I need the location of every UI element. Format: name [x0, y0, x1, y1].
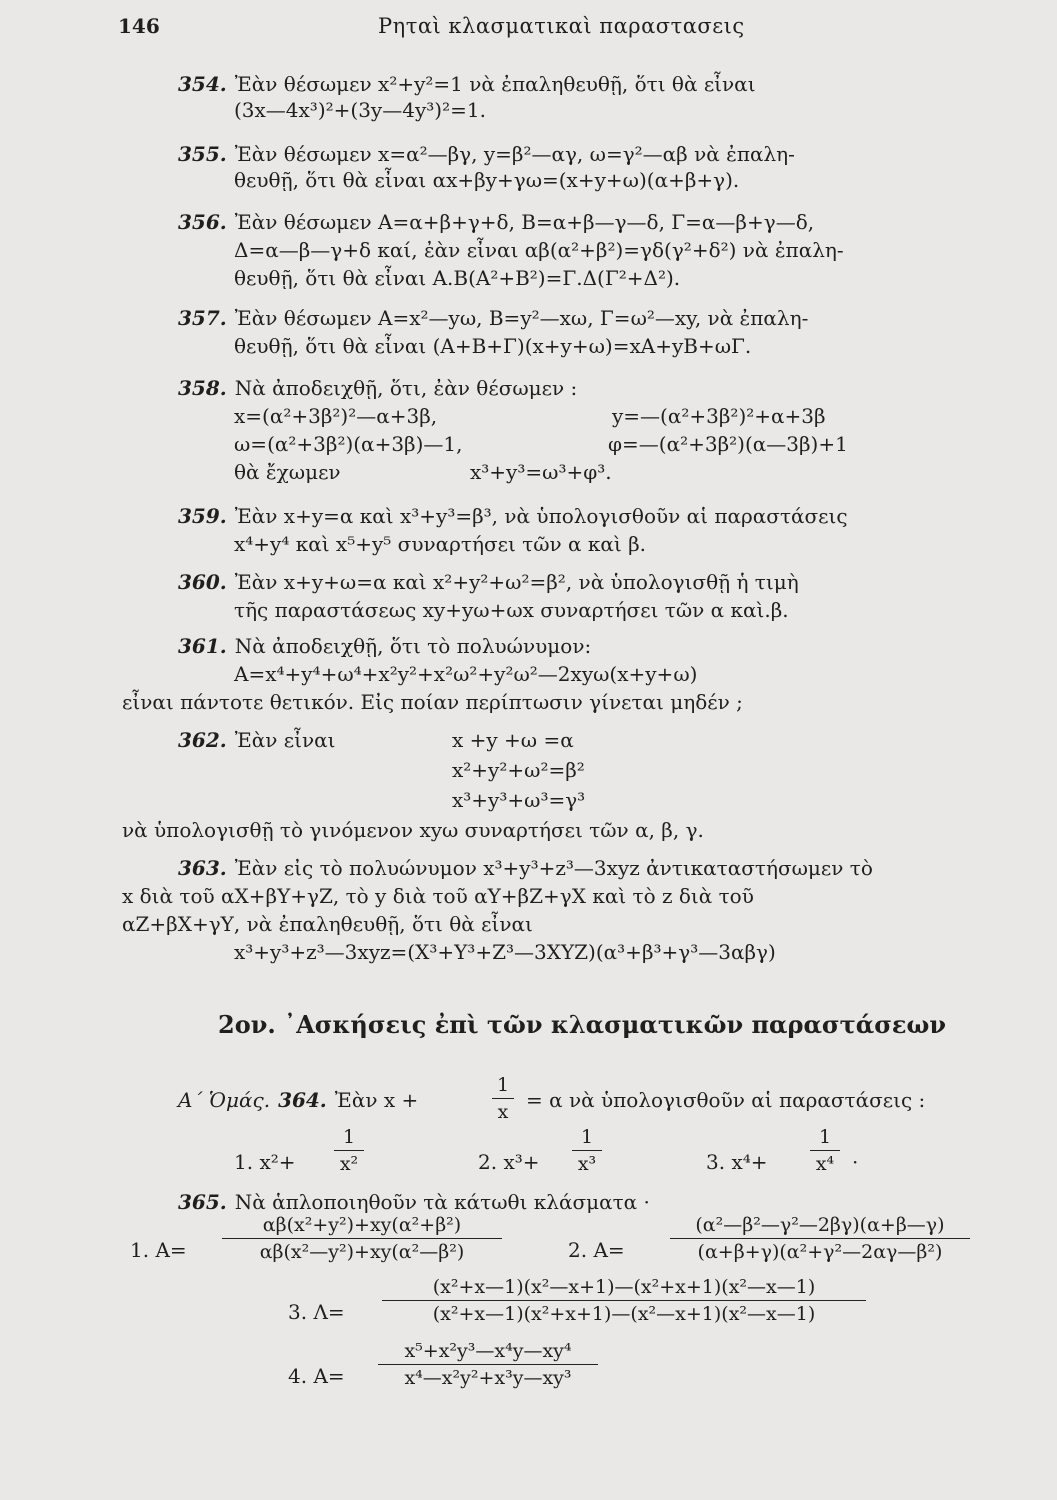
exercise-number: 361. [178, 634, 227, 658]
exercise-358-x: x=(α²+3β²)²—α+3β, [234, 404, 438, 428]
exercise-365-f4-label: 4. Α= [288, 1364, 345, 1388]
exercise-365-lead: 365. Νὰ ἁπλοποιηθοῦν τὰ κάτωθι κλάσματα · [178, 1190, 650, 1214]
exercise-number: 358. [178, 376, 227, 400]
group-label: Α΄ Ὁμάς. [178, 1088, 271, 1112]
exercise-364-lead: Α΄ Ὁμάς. 364. Ἐὰν x + [178, 1088, 419, 1112]
exercise-364-item-2-fraction: 1 x³ [572, 1126, 602, 1175]
exercise-364-item-3-dot: · [852, 1150, 859, 1174]
exercise-365-f1-label: 1. Α= [130, 1238, 187, 1262]
exercise-number: 363. [178, 856, 227, 880]
exercise-364-item-1-fraction: 1 x² [334, 1126, 364, 1175]
exercise-358-omega: ω=(α²+3β²)(α+3β)—1, [234, 432, 463, 456]
exercise-358-line-1: 358. Νὰ ἀποδειχθῇ, ὅτι, ἐὰν θέσωμεν : [178, 376, 578, 400]
running-title: Ρηταὶ κλασματικαὶ παραστασεις [378, 14, 745, 38]
exercise-number: 356. [178, 210, 227, 234]
exercise-358-conclusion-lead: θὰ ἔχωμεν [234, 460, 341, 484]
exercise-359-line-2: x⁴+y⁴ καὶ x⁵+y⁵ συναρτήσει τῶν α καὶ β. [234, 532, 647, 556]
exercise-354-line-2: (3x—4x³)²+(3y—4y³)²=1. [234, 98, 486, 122]
exercise-364-item-3-label: 3. x⁴+ [706, 1150, 768, 1174]
exercise-361-question: εἶναι πάντοτε θετικόν. Εἰς ποίαν περίπτωσιν γίνεται μηδέν ; [122, 690, 743, 714]
exercise-356-line-1: 356. Ἐὰν θέσωμεν Α=α+β+γ+δ, Β=α+β—γ—δ, Γ=α—β+γ—δ, [178, 210, 815, 234]
exercise-358-phi: φ=—(α²+3β²)(α—3β)+1 [608, 432, 848, 456]
exercise-number: 362. [178, 728, 227, 752]
page-number: 146 [118, 14, 160, 38]
exercise-number: 357. [178, 306, 227, 330]
exercise-364-item-2-label: 2. x³+ [478, 1150, 540, 1174]
exercise-364-item-1-label: 1. x²+ [234, 1150, 296, 1174]
exercise-365-f2-fraction: (α²—β²—γ²—2βγ)(α+β—γ) (α+β+γ)(α²+γ²—2αγ—β²) [670, 1214, 970, 1263]
exercise-355-line-1: 355. Ἐὰν θέσωμεν x=α²—βγ, y=β²—αγ, ω=γ²—αβ νὰ ἐπαλη- [178, 142, 795, 166]
exercise-365-f2-label: 2. Α= [568, 1238, 625, 1262]
exercise-365-f3-label: 3. Λ= [288, 1300, 345, 1324]
exercise-358-y: y=—(α²+3β²)²+α+3β [612, 404, 826, 428]
exercise-363-line-2: x διὰ τοῦ αΧ+βΥ+γΖ, τὸ y διὰ τοῦ αΥ+βΖ+γΧ καὶ τὸ z διὰ τοῦ [122, 884, 754, 908]
exercise-361-polynomial: Α=x⁴+y⁴+ω⁴+x²y²+x²ω²+y²ω²—2xyω(x+y+ω) [234, 662, 698, 686]
exercise-363-identity: x³+y³+z³—3xyz=(Χ³+Υ³+Ζ³—3ΧΥΖ)(α³+β³+γ³—3αβγ) [234, 940, 776, 964]
exercise-362-question: νὰ ὑπολογισθῇ τὸ γινόμενον xyω συναρτήσει τῶν α, β, γ. [122, 818, 704, 842]
exercise-number: 355. [178, 142, 227, 166]
exercise-number: 360. [178, 570, 227, 594]
section-heading: 2ον. ᾿Ασκήσεις ἐπὶ τῶν κλασματικῶν παραστάσεων [218, 1010, 947, 1039]
exercise-number: 359. [178, 504, 227, 528]
exercise-number: 364. [278, 1088, 327, 1112]
exercise-362-eq-1: x +y +ω =α [452, 728, 574, 752]
exercise-356-line-2: Δ=α—β—γ+δ καί, ἐὰν εἶναι αβ(α²+β²)=γδ(γ²+δ²) νὰ ἐπαλη- [234, 238, 844, 262]
exercise-363-line-1: 363. Ἐὰν εἰς τὸ πολυώνυμον x³+y³+z³—3xyz ἀντικαταστήσωμεν τὸ [178, 856, 873, 880]
exercise-361-line-1: 361. Νὰ ἀποδειχθῇ, ὅτι τὸ πολυώνυμον: [178, 634, 592, 658]
exercise-364-tail: = α νὰ ὑπολογισθοῦν αἱ παραστάσεις : [526, 1088, 926, 1112]
exercise-362-line-1: 362. Ἐὰν εἶναι [178, 728, 336, 752]
exercise-357-line-1: 357. Ἐὰν θέσωμεν Α=x²—yω, Β=y²—xω, Γ=ω²—xy, νὰ ἐπαλη- [178, 306, 809, 330]
exercise-354-line-1: 354. Ἐὰν θέσωμεν x²+y²=1 νὰ ἐπαληθευθῇ, ὅτι θὰ εἶναι [178, 72, 756, 96]
exercise-number: 365. [178, 1190, 227, 1214]
exercise-358-conclusion: x³+y³=ω³+φ³. [470, 460, 612, 484]
exercise-356-line-3: θευθῇ, ὅτι θὰ εἶναι Α.Β(Α²+Β²)=Γ.Δ(Γ²+Δ²). [234, 266, 681, 290]
exercise-365-f3-fraction: (x²+x—1)(x²—x+1)—(x²+x+1)(x²—x—1) (x²+x—1)(x²+x+1)—(x²—x+1)(x²—x—1) [382, 1276, 866, 1325]
exercise-363-line-3: αΖ+βΧ+γΥ, νὰ ἐπαληθευθῇ, ὅτι θὰ εἶναι [122, 912, 533, 936]
exercise-360-line-2: τῆς παραστάσεως xy+yω+ωx συναρτήσει τῶν α καὶ.β. [234, 598, 789, 622]
exercise-365-f4-fraction: x⁵+x²y³—x⁴y—xy⁴ x⁴—x²y²+x³y—xy³ [378, 1340, 598, 1389]
exercise-359-line-1: 359. Ἐὰν x+y=α καὶ x³+y³=β³, νὰ ὑπολογισθοῦν αἱ παραστάσεις [178, 504, 848, 528]
exercise-364-item-3-fraction: 1 x⁴ [810, 1126, 840, 1175]
exercise-357-line-2: θευθῇ, ὅτι θὰ εἶναι (Α+Β+Γ)(x+y+ω)=xΑ+yΒ+ωΓ. [234, 334, 752, 358]
exercise-360-line-1: 360. Ἐὰν x+y+ω=α καὶ x²+y²+ω²=β², νὰ ὑπολογισθῇ ἡ τιμὴ [178, 570, 799, 594]
exercise-number: 354. [178, 72, 227, 96]
exercise-362-eq-3: x³+y³+ω³=γ³ [452, 788, 586, 812]
exercise-364-fraction: 1 x [492, 1074, 514, 1123]
exercise-355-line-2: θευθῇ, ὅτι θὰ εἶναι αx+βy+γω=(x+y+ω)(α+β+γ). [234, 168, 740, 192]
exercise-362-eq-2: x²+y²+ω²=β² [452, 758, 585, 782]
exercise-365-f1-fraction: αβ(x²+y²)+xy(α²+β²) αβ(x²—y²)+xy(α²—β²) [222, 1214, 502, 1263]
